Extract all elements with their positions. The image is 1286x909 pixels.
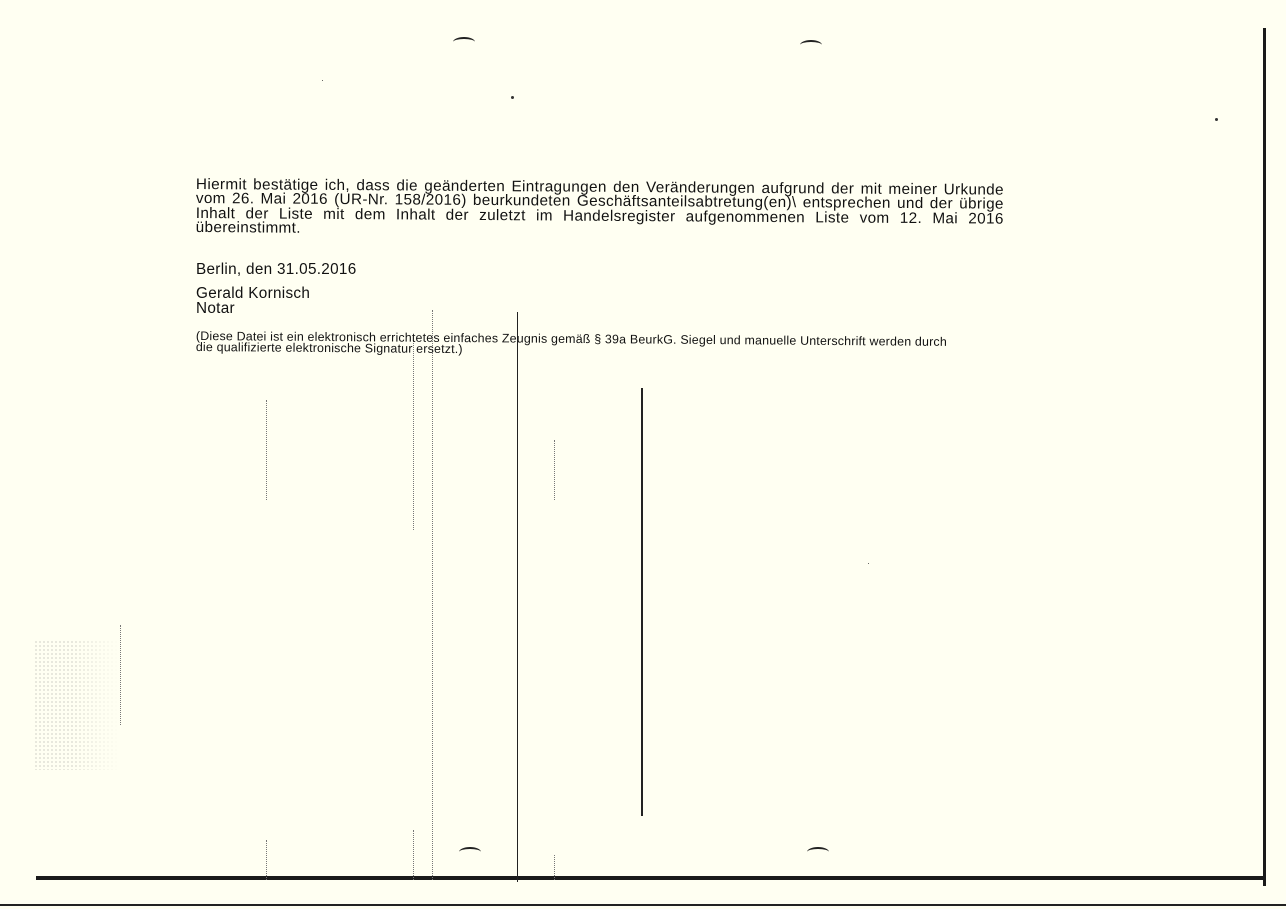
scan-line-dotted <box>266 840 267 880</box>
punch-hole-mark <box>807 847 829 857</box>
signature-block <box>196 287 310 316</box>
scan-noise-patch <box>34 640 120 770</box>
scan-line-dotted <box>413 340 414 530</box>
place-and-date: Berlin, den 31.05.2016 <box>196 261 357 278</box>
scan-line-dotted <box>554 440 555 500</box>
scan-speck <box>868 563 869 564</box>
scan-line <box>517 312 518 882</box>
punch-hole-mark <box>459 847 481 857</box>
scan-speck <box>1215 118 1218 121</box>
electronic-signature-note: (Diese Datei ist ein elektronisch errichtetes einfaches Zeugnis gemäß § 39a BeurkG. Siegel und manuelle Unterschrift werden durch die qualifizierte elektronische Signatur ersetzt.) <box>195 329 948 356</box>
punch-hole-mark <box>800 40 822 50</box>
page-edge-bottom <box>36 876 1266 880</box>
scan-line-dotted <box>413 830 414 880</box>
signer-name: Gerald Kornisch <box>196 285 311 302</box>
punch-hole-mark <box>453 37 475 47</box>
scan-speck <box>511 96 514 99</box>
scan-line-dotted <box>432 310 433 880</box>
scan-line-dotted <box>266 400 267 500</box>
scan-line <box>641 388 643 816</box>
scan-border-bottom <box>0 904 1286 906</box>
signer-title: Notar <box>196 299 235 317</box>
page-edge-right <box>1263 28 1266 886</box>
scan-line-dotted <box>554 855 555 880</box>
scan-line-dotted <box>120 625 121 725</box>
scan-speck <box>322 80 323 81</box>
confirmation-paragraph: Hiermit bestätige ich, dass die geänderten Eintragungen den Veränderungen aufgrund der mit meiner Urkunde vom 26. Mai 2016 (UR-Nr. 158/2016) beurkundeten Geschäftsanteilsabtretung(en)\ entsprechen und der übrige Inhalt der Liste mit dem Inhalt der zuletzt im Handelsregister aufgenommenen Liste vom 12. Mai 2016 übereinstimmt. <box>195 176 1004 237</box>
